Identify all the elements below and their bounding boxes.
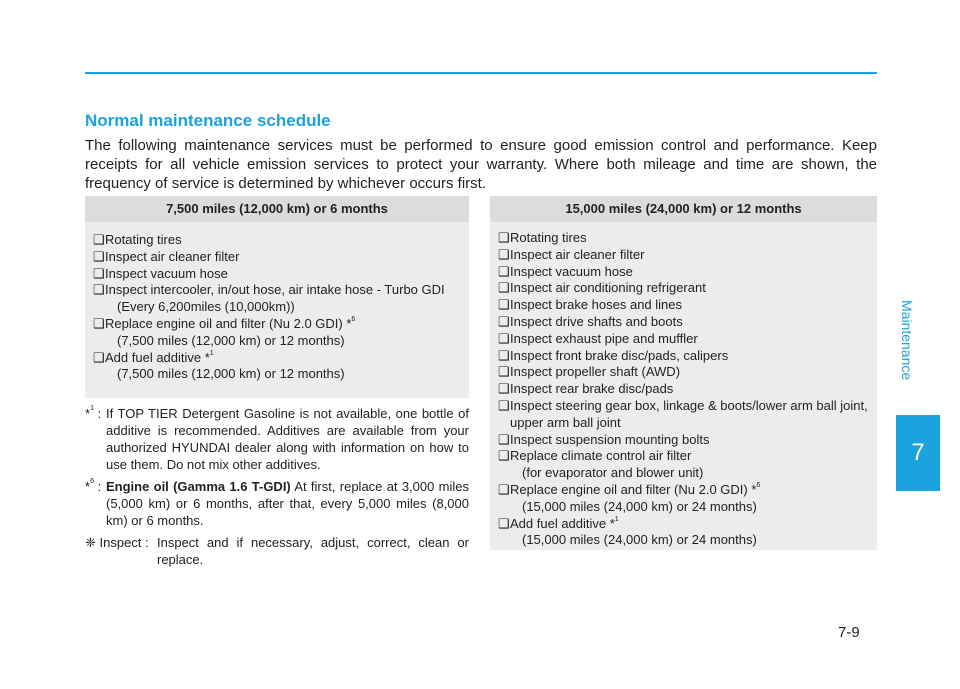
checklist-item-text: Inspect rear brake disc/pads	[510, 381, 674, 397]
checklist-item	[93, 249, 463, 266]
intro-paragraph: The following maintenance services must be performed to ensure good emission control and performance. Keep receipts for all vehicle emission services to protect your warranty. Where both mileage and time are shown, the frequency of service is determined by whichever occurs first.	[85, 137, 877, 192]
checklist-item-text: Replace engine oil and filter (Nu 2.0 GDI) *$^6$ (7,500 miles (12,000 km) or 12 months)	[105, 316, 463, 350]
checklist-item-text: Rotating tires	[105, 232, 182, 247]
checklist-item	[498, 331, 871, 348]
checkbox-icon: ❑	[498, 313, 510, 329]
checklist-item-text: Rotating tires	[510, 230, 587, 245]
checklist-item-detail: (15,000 miles (24,000 km) or 24 months)	[522, 532, 757, 548]
header-rule	[85, 72, 877, 74]
checklist-item-text: Inspect suspension mounting bolts	[510, 431, 710, 447]
checkbox-icon: ❑	[498, 280, 510, 296]
checkbox-icon: ❑	[498, 246, 510, 262]
checklist-item	[498, 448, 871, 482]
checklist-item-text: Inspect air conditioning refrigerant	[510, 280, 706, 296]
checklist-item	[498, 398, 871, 432]
checklist-item	[498, 297, 871, 314]
footnote-ref: 1	[209, 349, 214, 357]
checkbox-icon: ❑	[93, 248, 105, 264]
footnote-marker: *$^1$ :	[85, 405, 102, 421]
checklist-item-detail: (7,500 miles (12,000 km) or 12 months)	[117, 366, 345, 382]
checklist-item	[498, 247, 871, 264]
inspect-marker: ❈ Inspect :	[85, 535, 149, 550]
checklist-item-text: Inspect brake hoses and lines	[510, 297, 682, 313]
footnote-ref: 6	[351, 315, 356, 323]
chapter-label-text: Maintenance	[899, 300, 915, 381]
footnote-1	[85, 405, 469, 473]
checkbox-icon: ❑	[498, 330, 510, 346]
checklist-item	[498, 264, 871, 281]
inspect-definition	[85, 534, 469, 568]
checklist-item-text: Inspect exhaust pipe and muffler	[510, 330, 698, 346]
footnote-text: Engine oil (Gamma 1.6 T-GDI) At first, replace at 3,000 miles (5,000 km) or 6 months, after that, every 5,000 miles (8,000 km) or 6 months.	[106, 479, 469, 528]
checklist-item	[498, 230, 871, 247]
checklist-item-text: Add fuel additive *$^1$ (15,000 miles (24,000 km) or 24 months)	[510, 516, 871, 550]
checklist-item	[498, 432, 871, 449]
checklist-item-detail: (for evaporator and blower unit)	[522, 465, 704, 481]
checklist-item	[93, 350, 463, 384]
checklist-item	[93, 282, 463, 316]
checkbox-icon: ❑	[93, 282, 105, 298]
schedule-box-15000	[490, 196, 877, 550]
checkbox-icon: ❑	[93, 265, 105, 281]
checklist-item	[93, 316, 463, 350]
checklist-item-text: Inspect air cleaner filter	[105, 248, 240, 264]
checklist-item-text: Inspect drive shafts and boots	[510, 313, 683, 329]
inspect-text: Inspect and if necessary, adjust, correct, clean or replace.	[157, 535, 469, 567]
footnote-text: If TOP TIER Detergent Gasoline is not available, one bottle of additive is recommended. Additives are available from your authorized HYUNDAI dealer along with information on how to use them. Do not mix other additives.	[106, 406, 469, 472]
checkbox-icon: ❑	[498, 230, 510, 245]
checklist-item	[498, 381, 871, 398]
checkbox-icon: ❑	[498, 381, 510, 397]
checkbox-icon: ❑	[93, 232, 105, 247]
checklist-item-text: Inspect vacuum hose	[510, 263, 633, 279]
checklist-item	[93, 266, 463, 283]
checklist-item-text: Inspect front brake disc/pads, calipers	[510, 347, 729, 363]
checklist	[490, 222, 877, 549]
checklist-item	[498, 280, 871, 297]
checklist-item-text: Inspect steering gear box, linkage & boots/lower arm ball joint, upper arm ball joint	[510, 397, 868, 430]
checklist-item-text: Replace engine oil and filter (Nu 2.0 GDI) *$^6$ (15,000 miles (24,000 km) or 24 months)	[510, 482, 871, 516]
checklist-item	[498, 364, 871, 381]
checklist-item-detail: (15,000 miles (24,000 km) or 24 months)	[522, 498, 757, 514]
checkbox-icon: ❑	[498, 364, 510, 380]
checklist-item-detail: (Every 6,200miles (10,000km))	[117, 299, 295, 315]
checklist-item	[498, 482, 871, 516]
footnote-ref: 1	[614, 515, 619, 523]
checkbox-icon: ❑	[498, 448, 510, 464]
checklist-item-text: Add fuel additive *$^1$ (7,500 miles (12,000 km) or 12 months)	[105, 350, 463, 384]
checklist-item	[93, 232, 463, 249]
section-title: Normal maintenance schedule	[85, 111, 331, 130]
footnote-ref: 6	[756, 481, 761, 489]
checkbox-icon: ❑	[498, 263, 510, 279]
checklist-item-text: Replace climate control air filter (for evaporator and blower unit)	[510, 448, 871, 482]
checkbox-icon: ❑	[498, 515, 510, 531]
footnote-6	[85, 478, 469, 529]
chapter-number-tab: 7	[896, 415, 940, 491]
checkbox-icon: ❑	[93, 349, 105, 365]
page-number: 7-9	[838, 624, 860, 641]
checkbox-icon: ❑	[498, 397, 510, 413]
schedule-box-7500	[85, 196, 469, 398]
schedule-box-header: 7,500 miles (12,000 km) or 6 months	[85, 196, 469, 222]
checkbox-icon: ❑	[498, 347, 510, 363]
checklist-item-text: Inspect propeller shaft (AWD)	[510, 364, 681, 380]
footnotes	[85, 405, 469, 573]
checkbox-icon: ❑	[93, 315, 105, 331]
checklist-item	[498, 314, 871, 331]
schedule-box-header: 15,000 miles (24,000 km) or 12 months	[490, 196, 877, 222]
checkbox-icon: ❑	[498, 431, 510, 447]
checkbox-icon: ❑	[498, 297, 510, 313]
checklist-item	[498, 516, 871, 550]
checklist-item-detail: (7,500 miles (12,000 km) or 12 months)	[117, 332, 345, 348]
checklist-item-text: Inspect air cleaner filter	[510, 246, 645, 262]
checklist	[85, 222, 469, 383]
checklist-item-text: Inspect intercooler, in/out hose, air intake hose - Turbo GDI (Every 6,200miles (10,000km))	[105, 282, 463, 316]
checklist-item-text: Inspect vacuum hose	[105, 265, 228, 281]
checkbox-icon: ❑	[498, 481, 510, 497]
footnote-marker: *$^6$ :	[85, 478, 102, 494]
checklist-item	[498, 348, 871, 365]
